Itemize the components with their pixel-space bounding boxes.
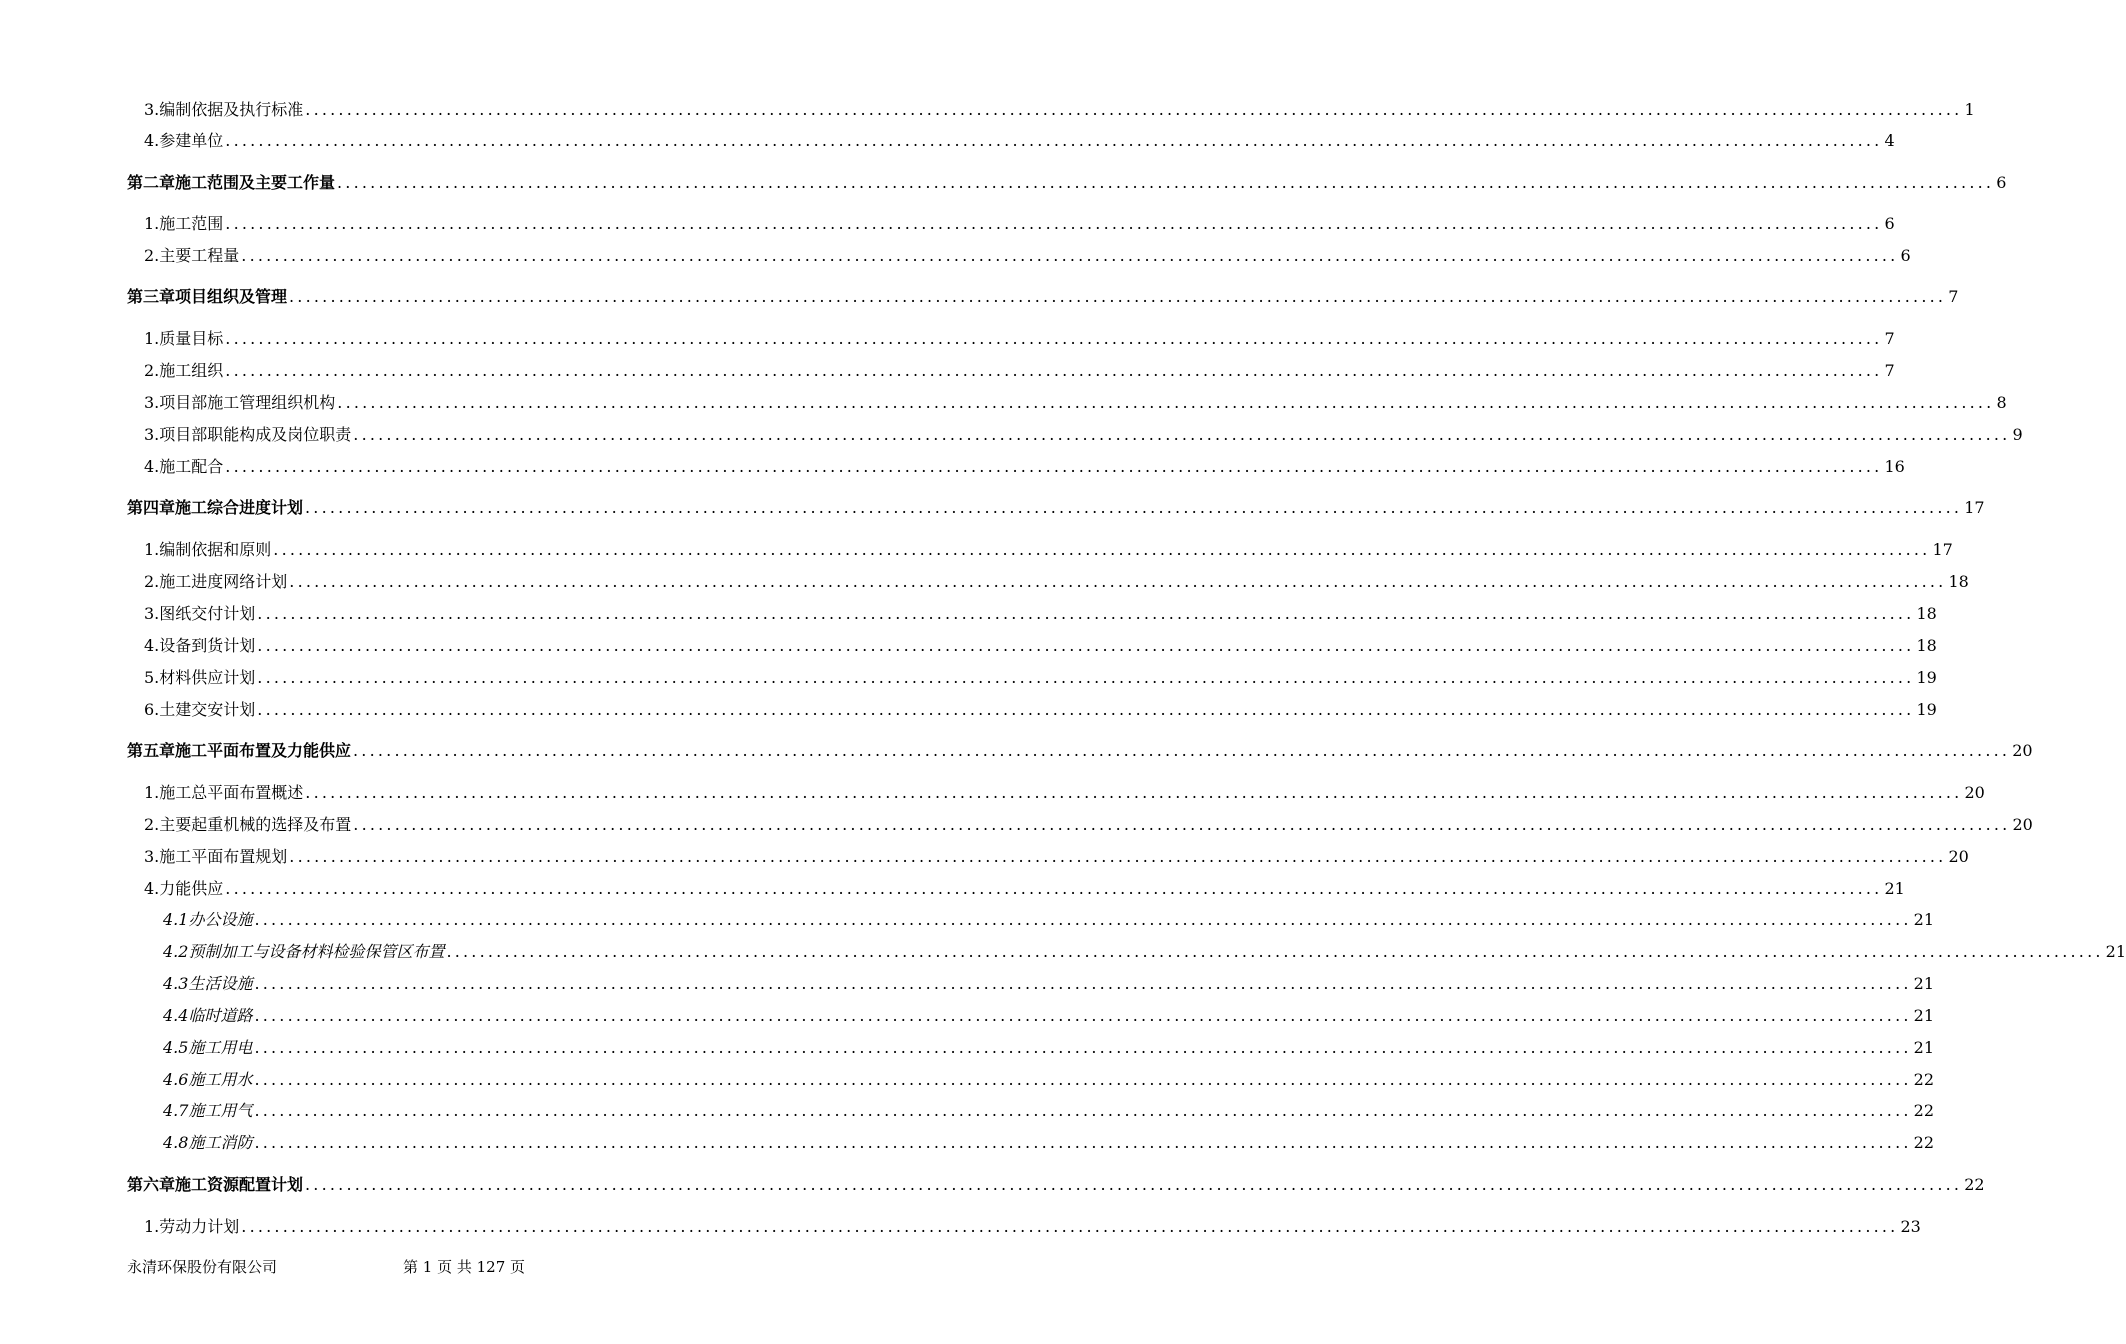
toc-dot-leader: ........................................................................................................................................................................................................ [353, 815, 2011, 834]
toc-entry-title: 6.土建交安计划 [144, 700, 256, 719]
toc-dot-leader: ........................................................................................................................................................................................................ [225, 214, 1883, 233]
toc-entry-title: 第五章施工平面布置及力能供应 [127, 741, 352, 760]
toc-dot-leader: ........................................................................................................................................................................................................ [305, 1175, 1963, 1194]
toc-entry[interactable] [144, 783, 1985, 803]
toc-entry-title: 2.主要工程量 [144, 246, 240, 265]
toc-entry-page: 23 [1900, 1217, 1921, 1236]
toc-entry-title: 4.施工配合 [144, 457, 224, 476]
toc-entry-title: 第二章施工范围及主要工作量 [127, 173, 336, 192]
toc-dot-leader: ........................................................................................................................................................................................................ [289, 572, 1947, 591]
toc-entry[interactable] [144, 879, 1905, 899]
toc-entry[interactable] [163, 942, 2126, 962]
toc-entry[interactable] [127, 741, 2033, 761]
toc-entry-page: 18 [1916, 604, 1937, 623]
toc-dot-leader: ........................................................................................................................................................................................................ [257, 668, 1915, 687]
toc-entry-page: 19 [1916, 700, 1937, 719]
toc-entry[interactable] [163, 1101, 1934, 1121]
toc-entry-title: 第三章项目组织及管理 [127, 287, 288, 306]
toc-entry-page: 7 [1884, 329, 1895, 348]
toc-dot-leader: ........................................................................................................................................................................................................ [254, 974, 1912, 993]
toc-dot-leader: ........................................................................................................................................................................................................ [273, 540, 1931, 559]
toc-dot-leader: ........................................................................................................................................................................................................ [254, 1133, 1912, 1152]
toc-entry-page: 8 [1996, 393, 2007, 412]
toc-entry[interactable] [144, 131, 1895, 151]
toc-dot-leader: ........................................................................................................................................................................................................ [257, 604, 1915, 623]
toc-dot-leader: ........................................................................................................................................................................................................ [446, 942, 2104, 961]
toc-entry[interactable] [144, 393, 2007, 413]
toc-entry-title: 1.劳动力计划 [144, 1217, 240, 1236]
toc-dot-leader: ........................................................................................................................................................................................................ [254, 1101, 1912, 1120]
toc-entry-page: 22 [1913, 1070, 1934, 1089]
toc-entry-title: 1.编制依据和原则 [144, 540, 272, 559]
toc-dot-leader: ........................................................................................................................................................................................................ [337, 393, 1995, 412]
toc-entry-title: 4.参建单位 [144, 131, 224, 150]
footer-page-info: 第 1 页 共 127 页 [403, 1258, 526, 1276]
toc-entry-title: 第四章施工综合进度计划 [127, 498, 304, 517]
toc-entry-page: 9 [2012, 425, 2023, 444]
toc-entry[interactable] [144, 540, 1953, 560]
toc-entry[interactable] [127, 287, 1959, 307]
toc-entry-title: 4.6施工用水 [163, 1070, 253, 1089]
toc-entry-page: 21 [1884, 879, 1905, 898]
toc-entry-page: 17 [1932, 540, 1953, 559]
toc-dot-leader: ........................................................................................................................................................................................................ [225, 361, 1883, 380]
toc-entry-page: 17 [1964, 498, 1985, 517]
footer-company: 永清环保股份有限公司 [127, 1258, 278, 1276]
toc-entry-title: 3.施工平面布置规划 [144, 847, 288, 866]
toc-entry[interactable] [144, 815, 2033, 835]
toc-entry[interactable] [144, 361, 1895, 381]
toc-entry-page: 21 [1913, 1038, 1934, 1057]
toc-entry-page: 1 [1964, 100, 1975, 119]
toc-dot-leader: ........................................................................................................................................................................................................ [254, 1070, 1912, 1089]
toc-dot-leader: ........................................................................................................................................................................................................ [289, 287, 1947, 306]
toc-entry-page: 22 [1913, 1133, 1934, 1152]
toc-entry-page: 22 [1913, 1101, 1934, 1120]
toc-dot-leader: ........................................................................................................................................................................................................ [289, 847, 1947, 866]
toc-entry-page: 6 [1900, 246, 1911, 265]
toc-entry[interactable] [163, 1006, 1934, 1026]
toc-entry-title: 1.施工范围 [144, 214, 224, 233]
toc-entry[interactable] [144, 457, 1905, 477]
toc-entry[interactable] [144, 668, 1937, 688]
toc-entry-title: 4.3生活设施 [163, 974, 253, 993]
toc-entry-title: 4.2预制加工与设备材料检验保管区布置 [163, 942, 445, 961]
toc-entry[interactable] [163, 1070, 1934, 1090]
toc-entry-page: 22 [1964, 1175, 1985, 1194]
toc-entry-page: 7 [1884, 361, 1895, 380]
toc-entry-title: 4.4临时道路 [163, 1006, 253, 1025]
toc-entry-page: 7 [1948, 287, 1959, 306]
toc-entry-title: 4.力能供应 [144, 879, 224, 898]
toc-entry-title: 4.5施工用电 [163, 1038, 253, 1057]
toc-entry-page: 20 [2012, 815, 2033, 834]
toc-entry-title: 2.施工进度网络计划 [144, 572, 288, 591]
toc-entry[interactable] [127, 173, 2007, 193]
toc-dot-leader: ........................................................................................................................................................................................................ [305, 498, 1963, 517]
toc-dot-leader: ........................................................................................................................................................................................................ [225, 131, 1883, 150]
toc-entry[interactable] [144, 604, 1937, 624]
toc-entry[interactable] [144, 847, 1969, 867]
toc-dot-leader: ........................................................................................................................................................................................................ [353, 425, 2011, 444]
toc-entry-title: 4.8施工消防 [163, 1133, 253, 1152]
toc-entry-title: 5.材料供应计划 [144, 668, 256, 687]
toc-dot-leader: ........................................................................................................................................................................................................ [254, 1006, 1912, 1025]
toc-entry[interactable] [163, 1133, 1934, 1153]
toc-entry-title: 4.设备到货计划 [144, 636, 256, 655]
toc-entry-page: 21 [2105, 942, 2126, 961]
toc-dot-leader: ........................................................................................................................................................................................................ [241, 246, 1899, 265]
toc-entry-title: 2.主要起重机械的选择及布置 [144, 815, 352, 834]
toc-entry-page: 6 [1884, 214, 1895, 233]
toc-dot-leader: ........................................................................................................................................................................................................ [257, 700, 1915, 719]
toc-entry-page: 20 [1948, 847, 1969, 866]
toc-entry-title: 3.图纸交付计划 [144, 604, 256, 623]
toc-entry[interactable] [144, 572, 1969, 592]
toc-entry-page: 18 [1916, 636, 1937, 655]
toc-entry-page: 20 [1964, 783, 1985, 802]
toc-entry[interactable] [144, 700, 1937, 720]
toc-entry-page: 4 [1884, 131, 1895, 150]
toc-entry-title: 第六章施工资源配置计划 [127, 1175, 304, 1194]
toc-entry[interactable] [163, 910, 1934, 930]
toc-entry-page: 21 [1913, 910, 1934, 929]
toc-entry[interactable] [144, 214, 1895, 234]
toc-entry[interactable] [144, 425, 2023, 445]
toc-dot-leader: ........................................................................................................................................................................................................ [225, 457, 1883, 476]
toc-entry-title: 4.7施工用气 [163, 1101, 253, 1120]
toc-dot-leader: ........................................................................................................................................................................................................ [254, 910, 1912, 929]
toc-entry-page: 16 [1884, 457, 1905, 476]
toc-dot-leader: ........................................................................................................................................................................................................ [241, 1217, 1899, 1236]
toc-dot-leader: ........................................................................................................................................................................................................ [254, 1038, 1912, 1057]
toc-entry-page: 6 [1996, 173, 2007, 192]
toc-entry-title: 3.项目部施工管理组织机构 [144, 393, 336, 412]
toc-entry-page: 20 [2012, 741, 2033, 760]
toc-entry[interactable] [144, 100, 1975, 120]
toc-entry-title: 4.1办公设施 [163, 910, 253, 929]
toc-entry-title: 2.施工组织 [144, 361, 224, 380]
toc-dot-leader: ........................................................................................................................................................................................................ [225, 879, 1883, 898]
toc-dot-leader: ........................................................................................................................................................................................................ [305, 783, 1963, 802]
toc-entry[interactable] [127, 498, 1985, 518]
toc-entry-title: 1.质量目标 [144, 329, 224, 348]
toc-dot-leader: ........................................................................................................................................................................................................ [257, 636, 1915, 655]
toc-entry-page: 19 [1916, 668, 1937, 687]
toc-entry[interactable] [144, 329, 1895, 349]
toc-entry-title: 1.施工总平面布置概述 [144, 783, 304, 802]
toc-entry[interactable] [127, 1175, 1985, 1195]
toc-entry-title: 3.编制依据及执行标准 [144, 100, 304, 119]
toc-entry-page: 18 [1948, 572, 1969, 591]
toc-dot-leader: ........................................................................................................................................................................................................ [305, 100, 1963, 119]
toc-dot-leader: ........................................................................................................................................................................................................ [337, 173, 1995, 192]
toc-entry[interactable] [163, 974, 1934, 994]
toc-dot-leader: ........................................................................................................................................................................................................ [225, 329, 1883, 348]
toc-entry[interactable] [163, 1038, 1934, 1058]
toc-entry[interactable] [144, 246, 1911, 266]
toc-dot-leader: ........................................................................................................................................................................................................ [353, 741, 2011, 760]
toc-entry-page: 21 [1913, 1006, 1934, 1025]
toc-entry[interactable] [144, 636, 1937, 656]
toc-entry-page: 21 [1913, 974, 1934, 993]
toc-entry-title: 3.项目部职能构成及岗位职责 [144, 425, 352, 444]
toc-entry[interactable] [144, 1217, 1921, 1237]
